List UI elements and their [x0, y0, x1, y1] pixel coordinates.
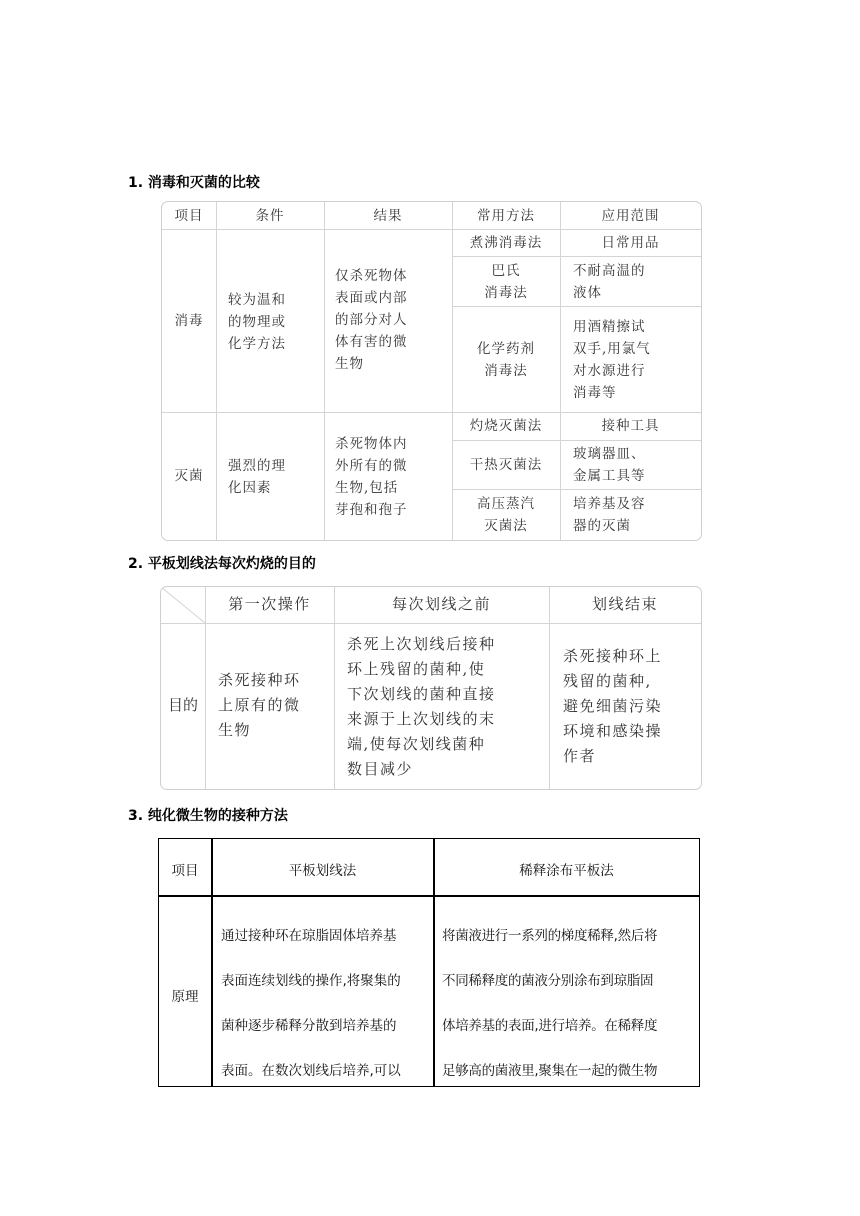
scope-flame: 接种工具 — [601, 418, 660, 434]
disinfection-label: 消毒 — [174, 313, 204, 329]
method-chemical: 化学药剂 消毒法 — [477, 341, 535, 379]
section3-heading: 3. 纯化微生物的接种方法 — [128, 808, 288, 824]
purpose-after: 杀死接种环上 残留的菌种, 避免细菌污染 环境和感染操 作者 — [563, 647, 663, 765]
header-item: 项目 — [171, 863, 199, 879]
method-dry-heat: 干热灭菌法 — [469, 457, 543, 473]
header-before-each-streak: 每次划线之前 — [391, 595, 491, 613]
section2-heading: 2. 平板划线法每次灼烧的目的 — [128, 556, 316, 572]
diagonal-header-cell — [161, 587, 205, 623]
principle-label: 原理 — [171, 989, 199, 1005]
method-autoclave: 高压蒸汽 灭菌法 — [477, 496, 535, 534]
header-item: 项目 — [174, 208, 204, 224]
header-streak-plate: 平板划线法 — [288, 863, 357, 879]
inoculation-methods-table — [158, 838, 700, 1087]
header-after-streak: 划线结束 — [591, 595, 658, 613]
sterilization-condition: 强烈的理 化因素 — [228, 458, 286, 496]
header-result: 结果 — [373, 208, 403, 224]
purpose-first: 杀死接种环 上原有的微 生物 — [218, 671, 301, 739]
header-first-operation: 第一次操作 — [228, 595, 311, 613]
disinfection-sterilization-table — [161, 201, 702, 541]
method-flame: 灼烧灭菌法 — [469, 418, 543, 434]
header-method: 常用方法 — [477, 208, 535, 224]
method-boiling: 煮沸消毒法 — [469, 235, 543, 251]
header-spread-plate: 稀释涂布平板法 — [519, 863, 614, 879]
scope-dry-heat: 玻璃器皿、 金属工具等 — [573, 446, 646, 484]
purpose-before: 杀死上次划线后接种 环上残留的菌种,使 下次划线的菌种直接 来源于上次划线的末 端,使每次划线菌种 数目减少 — [347, 635, 496, 778]
principle-spread: 将菌液进行一系列的梯度稀释,然后将 不同稀释度的菌液分别涂布到琼脂固 体培养基的表面,进行培养。在稀释度 足够高的菌液里,聚集在一起的微生物 — [442, 928, 658, 1079]
purpose-label: 目的 — [167, 696, 198, 714]
disinfection-result: 仅杀死物体 表面或内部 的部分对人 体有害的微 生物 — [335, 268, 408, 372]
method-pasteur: 巴氏 消毒法 — [484, 263, 528, 301]
header-scope: 应用范围 — [601, 208, 660, 224]
scope-autoclave: 培养基及容 器的灭菌 — [573, 496, 646, 534]
scope-chemical: 用酒精擦试 双手,用氯气 对水源进行 消毒等 — [573, 319, 651, 401]
scope-boiling: 日常用品 — [601, 235, 660, 251]
section1-heading: 1. 消毒和灭菌的比较 — [128, 175, 260, 191]
sterilization-result: 杀死物体内 外所有的微 生物,包括 芽孢和孢子 — [335, 436, 408, 518]
disinfection-condition: 较为温和 的物理或 化学方法 — [228, 292, 286, 352]
principle-streak: 通过接种环在琼脂固体培养基 表面连续划线的操作,将聚集的 菌种逐步稀释分散到培养基的 表面。在数次划线后培养,可以 — [221, 928, 401, 1079]
scope-pasteur: 不耐高温的 液体 — [573, 263, 646, 301]
header-condition: 条件 — [255, 208, 285, 224]
streak-flame-purpose-table — [160, 586, 702, 790]
sterilization-label: 灭菌 — [174, 468, 204, 484]
